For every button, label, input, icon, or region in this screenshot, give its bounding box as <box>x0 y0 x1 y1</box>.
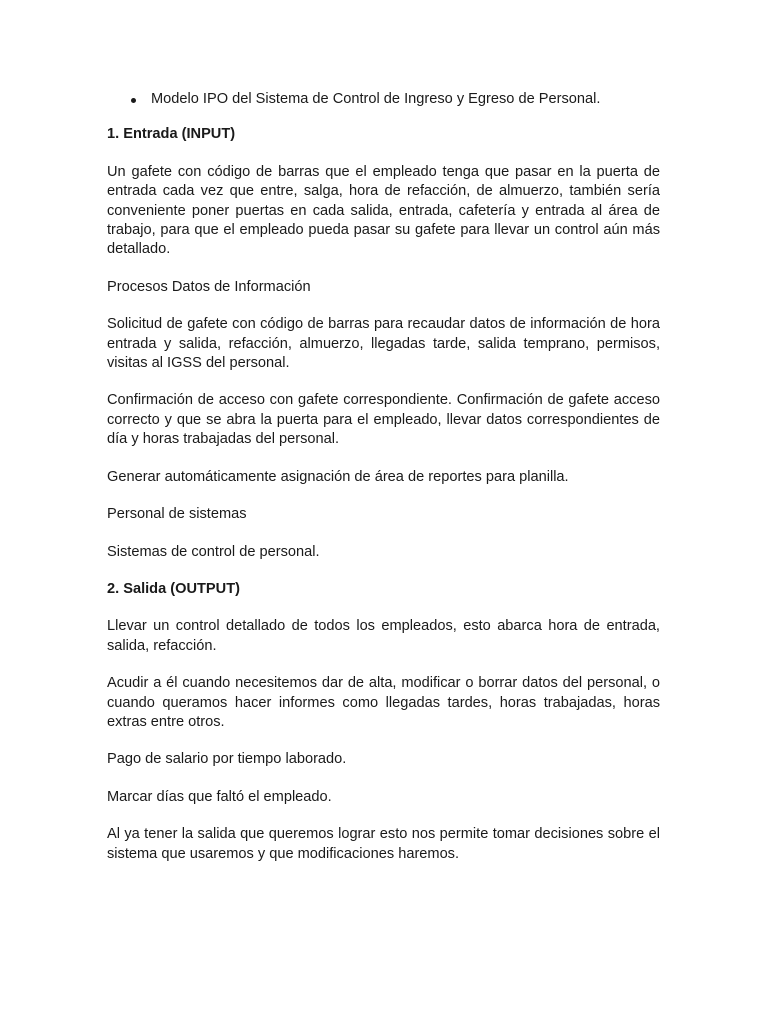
paragraph: Al ya tener la salida que queremos lograr esto nos permite tomar decisiones sobre el sistema que usaremos y que modificaciones haremos. <box>107 826 660 862</box>
paragraph: Solicitud de gafete con código de barras para recaudar datos de información de hora entrada y salida, refacción, almuerzo, llegadas tarde, salida temprano, permisos, visitas al IGSS del personal. <box>107 316 660 372</box>
paragraph: Acudir a él cuando necesitemos dar de alta, modificar o borrar datos del personal, o cuando queramos hacer informes como llegadas tardes, horas trabajadas, horas extras entre otros. <box>107 675 660 730</box>
paragraph: Confirmación de acceso con gafete correspondiente. Confirmación de gafete acceso correcto y que se abra la puerta para el empleado, llevar datos correspondientes de día y horas trabajadas del personal. <box>107 392 660 448</box>
paragraph: Marcar días que faltó el empleado. <box>107 788 332 805</box>
bullet-text: Modelo IPO del Sistema de Control de Ingreso y Egreso de Personal. <box>151 91 601 107</box>
paragraph: Llevar un control detallado de todos los empleados, esto abarca hora de entrada, salida, refacción. <box>107 618 660 654</box>
paragraph: Un gafete con código de barras que el empleado tenga que pasar en la puerta de entrada cada vez que entre, salga, hora de refacción, de almuerzo, también sería conveniente poner puertas en cada salida, entrada, cafetería y entrada al área de trabajo, para que el empleado pueda pasar su gafete para llevar un control aún más detallado. <box>107 163 660 258</box>
paragraph: Pago de salario por tiempo laborado. <box>107 751 347 768</box>
section-heading-input: 1. Entrada (INPUT) <box>107 126 236 143</box>
paragraph: Generar automáticamente asignación de área de reportes para planilla. <box>107 468 569 485</box>
paragraph: Sistemas de control de personal. <box>107 543 320 560</box>
paragraph: Procesos Datos de Información <box>107 278 311 295</box>
paragraph: Personal de sistemas <box>107 506 247 523</box>
bullet-dot-icon <box>131 98 136 103</box>
document-page <box>107 90 660 882</box>
section-heading-output: 2. Salida (OUTPUT) <box>107 580 240 597</box>
bullet-item <box>107 90 660 109</box>
